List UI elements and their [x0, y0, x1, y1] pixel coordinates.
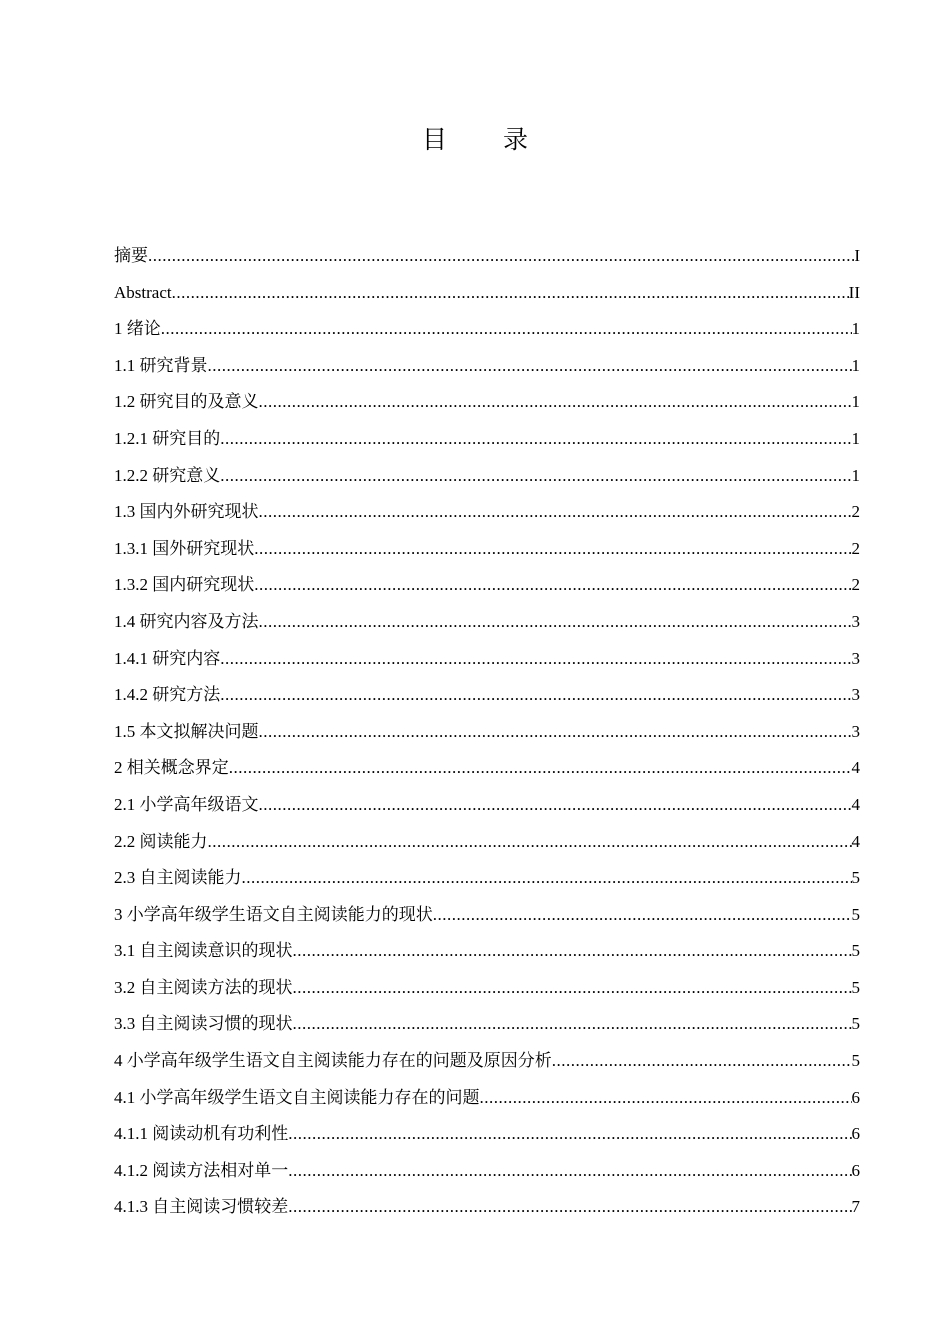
- toc-dot-leader: [288, 1189, 851, 1226]
- toc-entry-text: 4 小学高年级学生语文自主阅读能力存在的问题及原因分析: [114, 1051, 552, 1071]
- toc-dot-leader: [208, 824, 852, 861]
- toc-entry-text: 1.1 研究背景: [114, 355, 208, 375]
- toc-entry-text: 1.2.2 研究意义: [114, 465, 221, 485]
- toc-dot-leader: [259, 604, 852, 641]
- toc-dot-leader: [220, 458, 851, 495]
- toc-entry[interactable]: [114, 750, 860, 787]
- toc-entry[interactable]: [114, 1006, 860, 1043]
- toc-entry[interactable]: [114, 714, 860, 751]
- toc-dot-leader: [242, 860, 852, 897]
- toc-entry-text: 3.1 自主阅读意识的现状: [114, 941, 293, 961]
- toc-entry[interactable]: [114, 1189, 860, 1226]
- toc-entry[interactable]: [114, 238, 860, 275]
- toc-entry[interactable]: [114, 604, 860, 641]
- toc-entry-text: 2 相关概念界定: [114, 758, 229, 778]
- toc-page-number: 7: [851, 1197, 860, 1217]
- toc-page-number: 1: [851, 319, 860, 339]
- toc-dot-leader: [288, 1153, 851, 1190]
- toc-entry[interactable]: [114, 897, 860, 934]
- toc-dot-leader: [293, 1006, 852, 1043]
- toc-entry[interactable]: [114, 970, 860, 1007]
- toc-page-number: 6: [851, 1160, 860, 1180]
- toc-dot-leader: [220, 641, 851, 678]
- toc-entry-text: 1.5 本文拟解决问题: [114, 721, 259, 741]
- toc-entry-text: 4.1 小学高年级学生语文自主阅读能力存在的问题: [114, 1087, 480, 1107]
- toc-page-number: 2: [851, 538, 860, 558]
- toc-dot-leader: [259, 384, 852, 421]
- toc-entry-text: 2.1 小学高年级语文: [114, 794, 259, 814]
- toc-entry-text: 1.2 研究目的及意义: [114, 392, 259, 412]
- toc-entry-text: 1 绪论: [114, 319, 161, 339]
- toc-page-number: 2: [851, 502, 860, 522]
- toc-entry-text: 摘要: [114, 246, 148, 265]
- toc-entry[interactable]: [114, 567, 860, 604]
- toc-entry-text: 3.3 自主阅读习惯的现状: [114, 1014, 293, 1034]
- toc-entry[interactable]: [114, 824, 860, 861]
- toc-entry[interactable]: [114, 275, 860, 312]
- toc-dot-leader: [480, 1080, 852, 1117]
- toc-entry[interactable]: [114, 384, 860, 421]
- toc-dot-leader: [161, 311, 852, 348]
- toc-page-number: 3: [851, 685, 860, 705]
- toc-entry[interactable]: [114, 1080, 860, 1117]
- toc-page-number: II: [848, 282, 860, 302]
- toc-page-number: 4: [851, 831, 860, 851]
- toc-entry-text: 3 小学高年级学生语文自主阅读能力的现状: [114, 904, 433, 924]
- toc-entry[interactable]: [114, 421, 860, 458]
- toc-page-number: 3: [851, 611, 860, 631]
- toc-dot-leader: [254, 531, 851, 568]
- toc-page-number: 1: [851, 392, 860, 412]
- toc-entry-text: 4.1.1 阅读动机有功利性: [114, 1124, 289, 1144]
- toc-dot-leader: [220, 421, 851, 458]
- toc-dot-leader: [172, 275, 849, 312]
- toc-entry-text: 2.2 阅读能力: [114, 831, 208, 851]
- toc-entry[interactable]: [114, 1153, 860, 1190]
- toc-entry[interactable]: [114, 787, 860, 824]
- toc-page-number: 5: [851, 941, 860, 961]
- toc-page-number: 3: [851, 721, 860, 741]
- toc-entry-text: 1.3.2 国内研究现状: [114, 575, 255, 595]
- toc-entry-text: 1.4 研究内容及方法: [114, 611, 259, 631]
- toc-dot-leader: [259, 787, 852, 824]
- toc-entry-text: 1.2.1 研究目的: [114, 428, 221, 448]
- toc-dot-leader: [259, 494, 852, 531]
- toc-entry[interactable]: [114, 1116, 860, 1153]
- toc-dot-leader: [293, 933, 852, 970]
- toc-page-number: 6: [851, 1087, 860, 1107]
- toc-page-number: I: [854, 246, 860, 265]
- toc-dot-leader: [288, 1116, 851, 1153]
- toc-page-number: 6: [851, 1124, 860, 1144]
- toc-entry[interactable]: [114, 1043, 860, 1080]
- toc-dot-leader: [148, 238, 854, 275]
- toc-entry-text: 1.3 国内外研究现状: [114, 502, 259, 522]
- toc-dot-leader: [552, 1043, 852, 1080]
- toc-entry-text: 1.4.2 研究方法: [114, 685, 221, 705]
- toc-page-number: 4: [851, 794, 860, 814]
- toc-page-number: 4: [851, 758, 860, 778]
- toc-page-number: 1: [851, 465, 860, 485]
- toc-entry[interactable]: [114, 677, 860, 714]
- toc-entry-text: 1.3.1 国外研究现状: [114, 538, 255, 558]
- toc-entry-text: 4.1.3 自主阅读习惯较差: [114, 1197, 289, 1217]
- toc-entry-text: 2.3 自主阅读能力: [114, 868, 242, 888]
- toc-dot-leader: [220, 677, 851, 714]
- toc-page-number: 1: [851, 355, 860, 375]
- toc-page-number: 5: [851, 1051, 860, 1071]
- toc-entry[interactable]: [114, 494, 860, 531]
- toc-dot-leader: [433, 897, 852, 934]
- toc-page-number: 2: [851, 575, 860, 595]
- toc-entry[interactable]: [114, 933, 860, 970]
- toc-entry-text: 3.2 自主阅读方法的现状: [114, 977, 293, 997]
- toc-dot-leader: [208, 348, 852, 385]
- toc-page-number: 5: [851, 868, 860, 888]
- toc-entry[interactable]: [114, 641, 860, 678]
- toc-entry[interactable]: [114, 311, 860, 348]
- toc-page-number: 5: [851, 977, 860, 997]
- toc-page-number: 5: [851, 1014, 860, 1034]
- toc-page-number: 1: [851, 428, 860, 448]
- toc-entry-text: Abstract: [114, 282, 172, 302]
- toc-page-number: 5: [851, 904, 860, 924]
- toc-entry[interactable]: [114, 348, 860, 385]
- toc-list: [114, 238, 860, 1226]
- toc-entry[interactable]: [114, 531, 860, 568]
- toc-entry[interactable]: [114, 860, 860, 897]
- page-title: 目 录: [422, 125, 552, 154]
- toc-entry[interactable]: [114, 458, 860, 495]
- toc-page-number: 3: [851, 648, 860, 668]
- toc-dot-leader: [293, 970, 852, 1007]
- toc-entry-text: 4.1.2 阅读方法相对单一: [114, 1160, 289, 1180]
- toc-dot-leader: [254, 567, 851, 604]
- toc-dot-leader: [229, 750, 852, 787]
- toc-entry-text: 1.4.1 研究内容: [114, 648, 221, 668]
- toc-dot-leader: [259, 714, 852, 751]
